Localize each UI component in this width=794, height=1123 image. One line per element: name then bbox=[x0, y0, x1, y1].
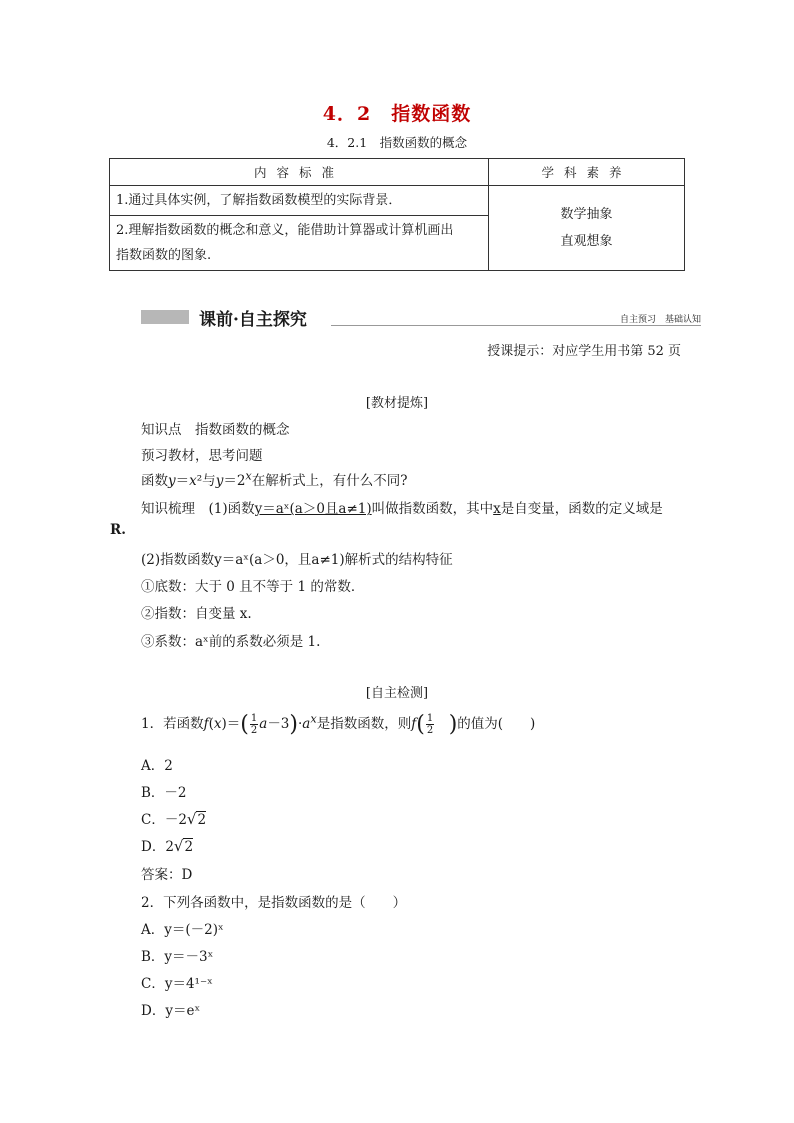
standard-item-2: 2.理解指数函数的概念和意义，能借助计算器或计算机画出 指数函数的图象. bbox=[110, 216, 489, 271]
literacy-2: 直观想象 bbox=[560, 234, 613, 249]
standard-item-1: 1.通过具体实例，了解指数函数模型的实际背景． bbox=[110, 186, 489, 216]
question-2: 2．下列各函数中，是指数函数的是（ ） bbox=[141, 895, 407, 911]
chapter-title bbox=[0, 99, 794, 126]
q2-option-d: D．y＝eˣ bbox=[141, 1003, 201, 1019]
think-question: 函数y＝x²与$y=2^x$在解析式上，有什么不同? bbox=[141, 469, 408, 489]
q1-answer: 答案：D bbox=[141, 867, 193, 883]
section-number: 4．2.1 bbox=[326, 135, 368, 150]
q2-option-c: C．y＝4¹⁻ˣ bbox=[141, 976, 213, 992]
definition-formula: y＝aˣ(a＞0且a≠1) bbox=[254, 501, 372, 517]
section-title bbox=[0, 133, 794, 151]
q2-option-a: A．y＝(－2)ˣ bbox=[141, 922, 224, 938]
q1-option-a: A．2 bbox=[141, 758, 173, 774]
feature-base: ①底数：大于 0 且不等于 1 的常数． bbox=[141, 579, 365, 595]
section-bar-rule bbox=[331, 325, 701, 326]
chapter-name: 指数函数 bbox=[391, 103, 472, 125]
independent-variable: x bbox=[493, 501, 501, 517]
chapter-number: 4．2 bbox=[322, 103, 372, 125]
section-bar bbox=[141, 306, 701, 328]
feature-exponent: ②指数：自变量 x. bbox=[141, 606, 252, 622]
header-content-standard: 内容标准 bbox=[110, 159, 489, 186]
q1-option-d: D．2√2 bbox=[141, 837, 194, 855]
self-test-heading: [自主检测] bbox=[365, 686, 429, 701]
textbook-heading: [教材提炼] bbox=[365, 396, 429, 411]
section-bar-title: 课前·自主探究 bbox=[199, 310, 307, 330]
preview-text: 预习教材，思考问题 bbox=[141, 448, 263, 464]
knowledge-point: 知识点 指数函数的概念 bbox=[141, 422, 290, 438]
header-literacy: 学科素养 bbox=[489, 159, 685, 186]
knowledge-sorting: 知识梳理 (1)函数y＝aˣ(a＞0且a≠1)叫做指数函数，其中x是自变量，函数的定义域是 bbox=[141, 501, 663, 517]
teaching-hint: 授课提示：对应学生用书第 52 页 bbox=[487, 344, 681, 359]
domain-value: R. bbox=[110, 522, 126, 538]
q2-option-b: B．y＝－3ˣ bbox=[141, 949, 214, 965]
section-bar-subtitle: 自主预习 基础认知 bbox=[619, 315, 701, 325]
section-name: 指数函数的概念 bbox=[379, 135, 468, 150]
literacy-1: 数学抽象 bbox=[560, 207, 613, 222]
standards-table bbox=[109, 158, 685, 271]
literacy-cell bbox=[489, 186, 685, 271]
q1-option-c: C．－2√2 bbox=[141, 810, 207, 828]
feature-coefficient: ③系数：aˣ前的系数必须是 1. bbox=[141, 634, 321, 650]
question-1: 1．若函数f(x)＝( $\frac{1}{2}$ $a-3)\cdot a^x$是指数函数，则f( $\frac{1}{2}$ )的值为( ) bbox=[141, 712, 536, 737]
q1-option-b: B．－2 bbox=[141, 785, 187, 801]
structure-features: (2)指数函数y＝aˣ(a＞0，且a≠1)解析式的结构特征 bbox=[141, 552, 453, 568]
section-bar-block bbox=[141, 310, 189, 324]
